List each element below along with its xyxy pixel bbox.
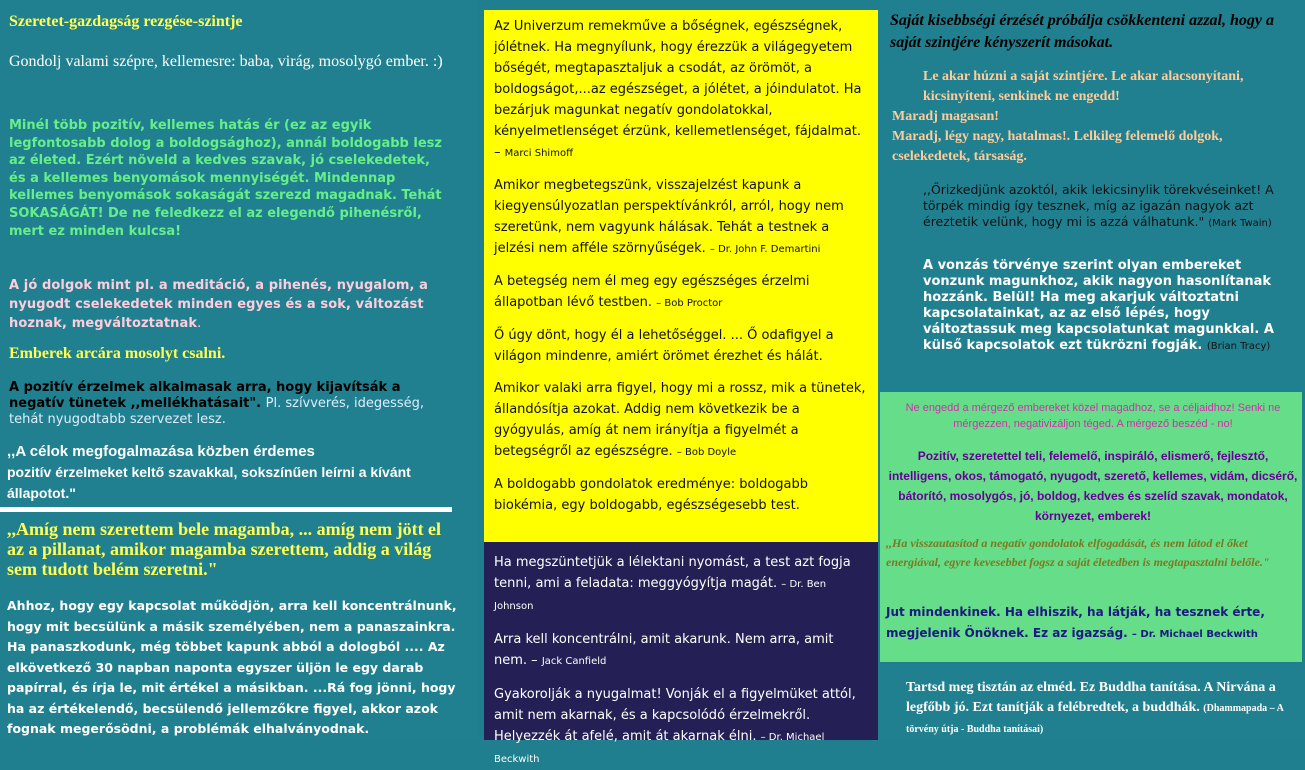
salmon2-line2: Maradj, légy nagy, hatalmas!. Lelkileg felemelő dolgok, cselekedetek, társaság. [892,129,1223,164]
quote-author: Marci Shimoff [504,148,573,159]
middle-navy-panel [484,542,878,765]
left-intro: Gondolj valami szépre, kellemesre: baba, virág, mosolygó ember. :) [9,53,443,70]
yellow-quote-2 [494,175,868,260]
buddha-text: Tartsd meg tisztán az elméd. Ez Buddha tanítása. A Nirvána a legfőbb jó. Ezt tanítják a felébredtek, a buddhák. [906,680,1276,715]
left-title: Szeretet-gazdagság rezgése-szintje [9,13,243,30]
quote-author: – Dr. Ben Johnson [494,579,827,612]
quote-text: Ő úgy dönt, hogy él a lehetőséggel. ... Ő odafigyel a világon mindenre, amiért örömet érezhet és hálát. [494,328,834,364]
left-positive [9,380,449,428]
quote-text: Gyakorolják a nyugalmat! Vonják el a figyelmüket attól, amit nem akarnak, és a kapcsolódó érzelmekről. Helyezzék át afelé, amit át akarnak élni. [494,687,856,744]
buddha-source: (Dhammapada – A törvény útja - Buddha tanításai) [906,703,1284,735]
quote-text: Amikor megbetegszünk, visszajelzést kapunk a kiegyensúlyozatlan perspektívánkról, arról, hogy nem szeretünk, nem vagyunk hálásak. Tehát a testnek a jelzési nem afféle szörnyűségek. [494,178,844,256]
left-self-love: ,,Amíg nem szerettem bele magamba, ... amíg nem jött el az a pillanat, amikor magamba szerettem, addig a világ sem tudott belém szeretni." [7,519,442,579]
green-italic-quote: ,,Ha visszautasítod a negatív gondolatok elfogadását, és nem látod el őket energiával, egyre kevesebbet fogsz a saját életedben is megtapasztalni belőle." [886,536,1270,569]
yellow-quote-1 [494,16,868,164]
pink-end: . [197,316,202,331]
left-relationship: Ahhoz, hogy egy kapcsolat működjön, arra kell koncentrálnunk, hogy mit becsülünk a másik személyében, nem a panaszainkra. Ha panaszkodunk, még többet kapunk abból a dologból .... Az elkövetkező 30 napban naponta egyszer üljön le egy darab papírral, és írja le, mit értékel a másikban. ...Rá fog jönni, hogy ha az értékelendő, becsülendő jellemzőkre figyel, akkor azok fognak megerősödni, a problémák elhalványodnak. [7,598,457,736]
yellow-quote-6 [494,474,868,516]
green-panel [880,392,1302,662]
quote-text: Ha megszüntetjük a lélektani nyomást, a test azt fogja tenni, ami a feladata: meggyógyítja magát. [494,555,851,591]
bottom-right-panel [880,664,1305,740]
left-pink-text [9,276,449,333]
goals-line1: ,,A célok megfogalmazása közben érdemes [7,443,315,460]
quote-author: – Bob Doyle [676,447,737,458]
navy-quote-1 [494,552,868,617]
quote-text: A boldogabb gondolatok eredménye: boldogabb biokémia, egy boldogabb, egészségesebb test. [494,477,808,513]
quote-text: Arra kell koncentrálni, amit akarunk. Nem arra, amit nem. – [494,632,834,668]
left-panel [0,0,478,740]
quote-author: – Dr. John F. Demartini [709,244,821,255]
right-twain-quote [923,182,1301,232]
pink-text: A jó dolgok mint pl. a meditáció, a pihenés, nyugalom, a nyugodt cselekedetek minden egyes és a sok, változást hoznak, megváltoztatnak [9,278,429,331]
twain-text: ,,Őrizkedjünk azoktól, akik lekicsinylik törekvéseinket! A törpék mindig így tesznek, míg az igazán nagyok azt éreztetik velünk, hogy mi is azzá válhatunk." [923,182,1274,229]
buddha-quote [906,678,1301,740]
attraction-text: A vonzás törvénye szerint olyan embereket vonzunk magunkhoz, akik nagyon hasonlítanak hozzánk. Belül! Ha meg akarjuk változtatni kapcsolatainkat, az az első lépés, hogy változtassuk meg kapcsolatunkat magunkkal. A külső kapcsolatok ezt tükrözni fogják. [923,258,1274,353]
right-heading: Saját kisebbségi érzését próbálja csökkenteni azzal, hogy a saját szintjére kényszerít másokat. [890,12,1274,51]
quote-author: – Bob Proctor [656,298,723,309]
right-salmon-2 [892,107,1302,167]
right-panel [880,0,1305,392]
positive-main: A pozitív érzelmek alkalmasak arra, hogy kijavítsák a negatív tünetek ,,mellékhatásait". [9,380,401,411]
right-salmon-1: Le akar húzni a saját szintjére. Le akar alacsonyítani, kicsinyíteni, senkinek ne engedd! [923,69,1244,104]
green-end-text [886,602,1298,645]
left-green-text: Minél több pozitív, kellemes hatás ér (ez az egyik legfontosabb dolog a boldogsághoz), annál boldogabb lesz az életed. Ezért növeld a kedves szavak, jó cselekedetek, és a kellemes benyomások mennyiségét. Mindennap kellemes benyomások sokaságát szerezd magadnak. Tehát SOKASÁGÁT! De ne feledkezz el az elegendő pihenésről, mert ez minden kulcsa! [9,118,442,239]
left-smile: Emberek arcára mosolyt csalni. [9,345,226,362]
navy-quote-3 [494,684,868,770]
green-list-text: Pozitív, szeretettel teli, felemelő, inspiráló, elismerő, fejlesztő, intelligens, okos, támogató, nyugodt, szerető, kellemes, vidám, dicsérő, bátorító, mosolygós, jó, boldog, kedves és szelíd szavak, mondatok, környezet, emberek! [888,449,1298,523]
yellow-quote-4 [494,325,868,367]
quote-author: Jack Canfield [541,656,607,667]
twain-author: (Mark Twain) [1208,218,1272,229]
yellow-quote-5 [494,378,868,463]
navy-quote-2 [494,629,868,672]
salmon2-line1: Maradj magasan! [892,109,999,124]
end-text: Jut mindenkinek. Ha elhiszik, ha látják, ha tesznek érte, megjelenik Önöknek. Ez az igazság. [886,605,1265,640]
positive-examples: Pl. szívverés, idegesség, tehát nyugodtabb szervezet lesz. [9,396,425,427]
goals-line2: pozitív érzelmeket keltő szavakkal, sokszínűen leírni a kívánt állapotot." [7,464,411,501]
right-attraction [923,258,1301,355]
end-author: – Dr. Michael Beckwith [1131,629,1258,640]
quote-author: – Dr. Michael Beckwith [494,732,825,765]
green-top-text: Ne engedd a mérgező embereket közel magadhoz, se a céljaidhoz! Senki ne mérgezzen, negativizáljon téged. A mérgező beszéd - no! [905,402,1281,430]
quote-text: Az Univerzum remekműve a bőségnek, egészségnek, jólétnek. Ha megnyílunk, hogy érezzük a világegyetem bőségét, megtapasztaljuk a csodát, az örömöt, a boldogságot,...az egészséget, a jólétet, a jóindulatot. Ha bezárjuk magunkat negatív gondolatokkal, kényelmetlenséget érzünk, kellemetlenséget, fájdalmat. – [494,19,862,160]
yellow-quote-3 [494,271,868,314]
middle-yellow-panel [484,10,878,542]
quote-text: Amikor valaki arra figyel, hogy mi a rossz, mik a tünetek, állandósítja azokat. Addig nem következik be a gyógyulás, amíg át nem irányítja a figyelmét a betegségről az egészségre. [494,381,866,459]
divider [0,507,452,512]
left-goals-quote [7,442,457,504]
quote-text: A betegség nem él meg egy egészséges érzelmi állapotban lévő testben. [494,274,810,310]
attraction-author: (Brian Tracy) [1206,341,1271,352]
